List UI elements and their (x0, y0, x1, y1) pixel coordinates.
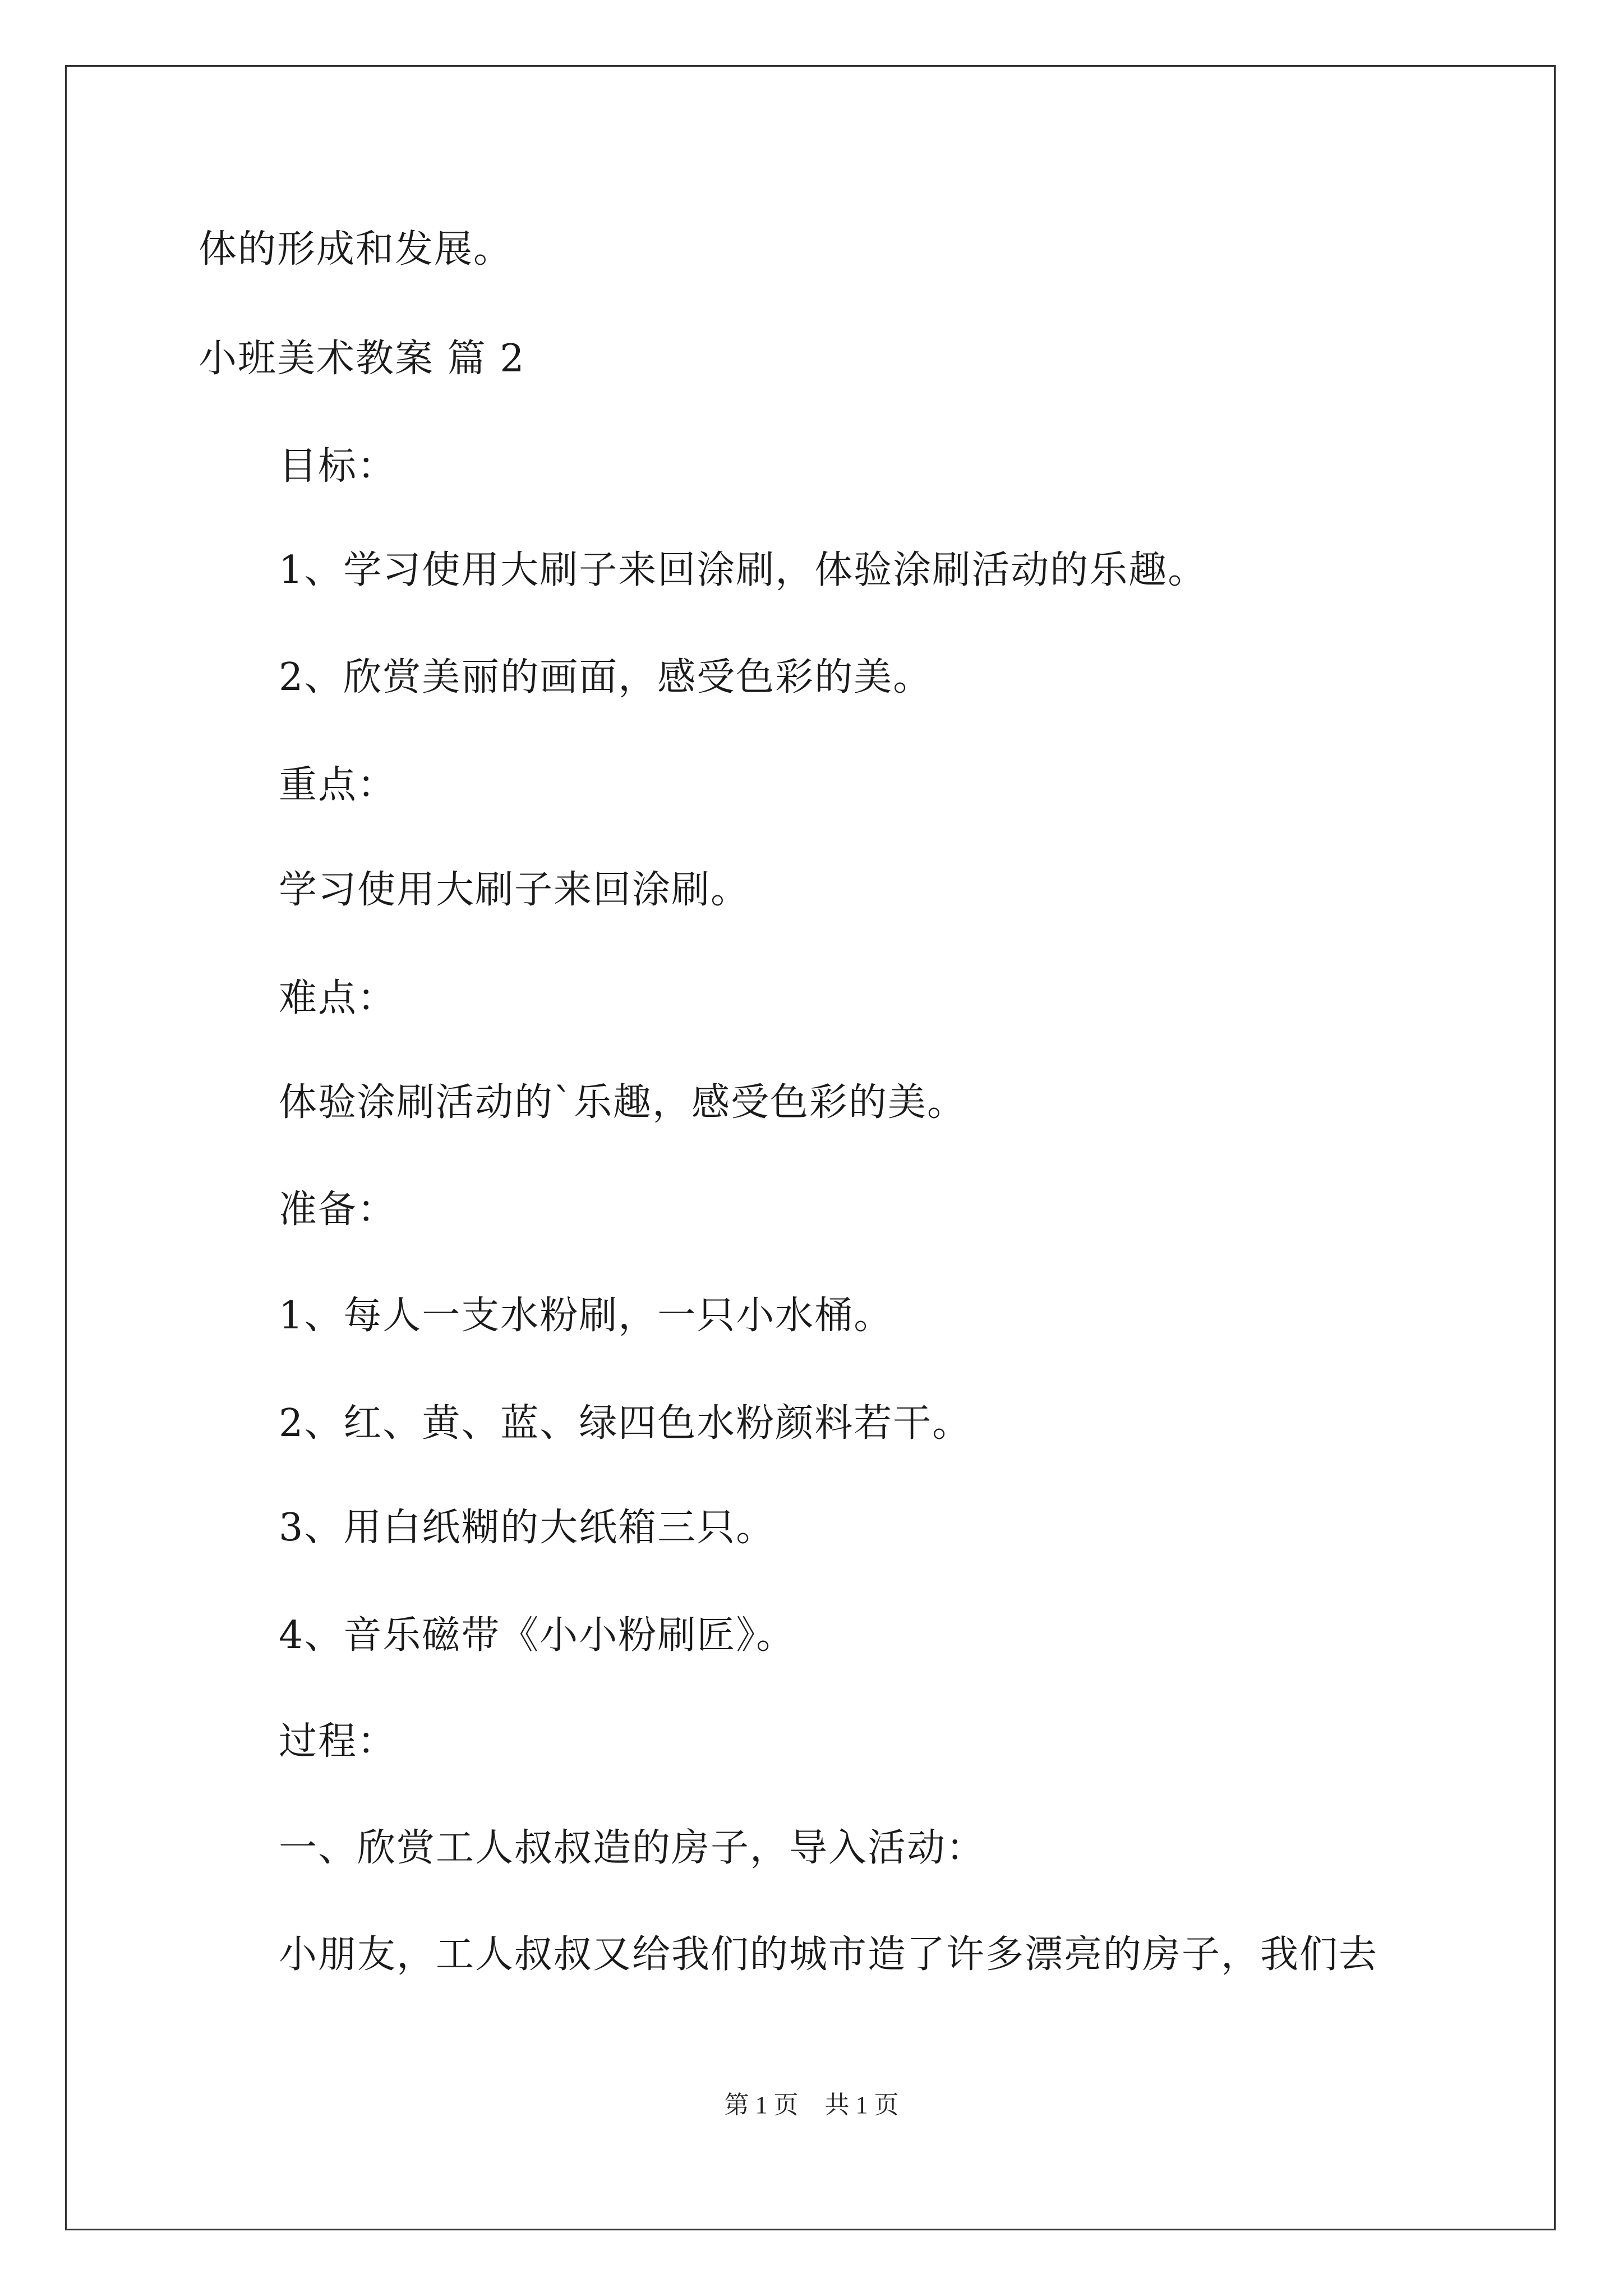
current-page-number: 第 1 页 (724, 2091, 799, 2119)
preparation-item-3: 3、用白纸糊的大纸箱三只。 (279, 1506, 776, 1550)
label-key-point: 重点： (279, 763, 397, 807)
page-footer (0, 2090, 1623, 2121)
goal-item-1: 1、学习使用大刷子来回涂刷，体验涂刷活动的乐趣。 (279, 548, 1207, 592)
key-point-text: 学习使用大刷子来回涂刷。 (279, 868, 750, 912)
label-goals: 目标： (279, 444, 397, 489)
label-difficulty: 难点： (279, 976, 397, 1020)
preparation-item-2: 2、红、黄、蓝、绿四色水粉颜料若干。 (279, 1401, 972, 1446)
preparation-item-4: 4、音乐磁带《小小粉刷匠》。 (279, 1613, 796, 1658)
process-step-1-heading: 一、欣赏工人叔叔造的房子，导入活动： (279, 1826, 986, 1870)
process-step-1-text: 小朋友，工人叔叔又给我们的城市造了许多漂亮的房子，我们去 (279, 1932, 1378, 1977)
page-frame (65, 65, 1556, 2230)
preparation-item-1: 1、每人一支水粉刷，一只小水桶。 (279, 1294, 893, 1338)
section-heading: 小班美术教案 篇 2 (199, 337, 525, 381)
difficulty-text: 体验涂刷活动的`乐趣，感受色彩的美。 (279, 1080, 967, 1125)
total-pages: 共 1 页 (824, 2091, 899, 2119)
label-preparation: 准备： (279, 1188, 397, 1232)
goal-item-2: 2、欣赏美丽的画面，感受色彩的美。 (279, 655, 933, 700)
text-line-continuation: 体的形成和发展。 (199, 227, 513, 272)
label-process: 过程： (279, 1719, 397, 1764)
